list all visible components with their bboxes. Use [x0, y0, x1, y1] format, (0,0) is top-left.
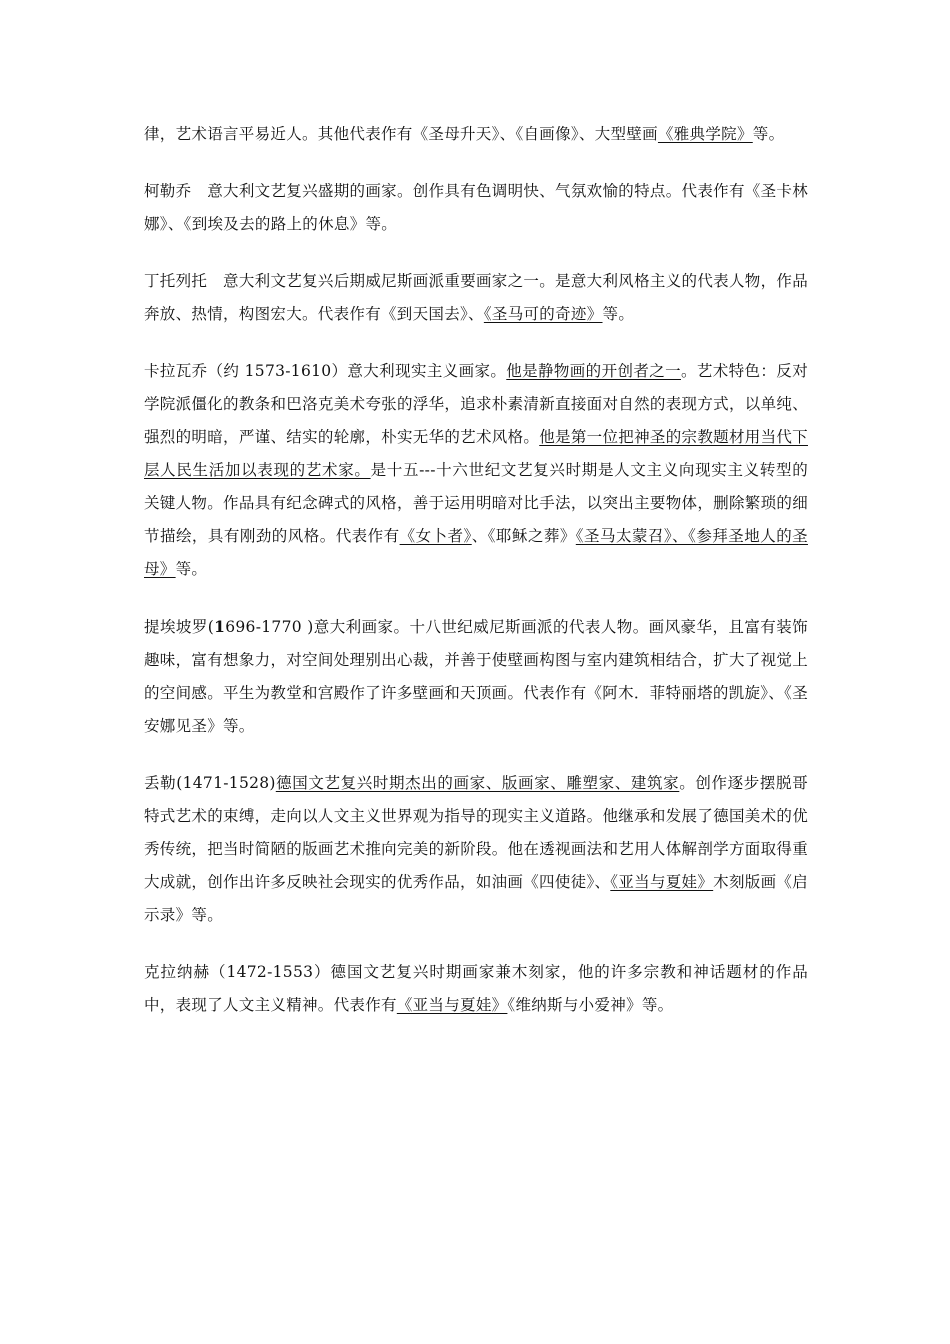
underlined-text: 《亚当与夏娃》 — [396, 996, 508, 1014]
paragraph-correggio — [144, 175, 808, 241]
text-run: 是十五---十六世纪文艺复兴时期是人文主义向现实主义转型的关键人物。作品具有纪念碑式的风格，善于运用明暗对比手法，以突出主要物体，删除繁琐的细节描绘，具有刚劲的风格。代表作有 — [144, 461, 809, 545]
paragraph-cranach — [144, 956, 808, 1022]
text-run: 克拉纳赫（1472-1553）德国文艺复兴时期画家兼木刻家，他的许多宗教和神话题材的作品中，表现了人文主义精神。代表作有 — [144, 963, 808, 1014]
underlined-text: 《圣马太蒙召》、《参拜圣地人的圣母》 — [144, 527, 808, 578]
text-run: 卡拉瓦乔（约 1573-1610）意大利现实主义画家。 — [144, 362, 507, 380]
text-run: 等。 — [602, 305, 635, 323]
text-run: 等。 — [175, 560, 208, 578]
text-run: 丁托列托 意大利文艺复兴后期威尼斯画派重要画家之一。是意大利风格主义的代表人物，作品奔放、热情，构图宏大。代表作有《到天国去》、 — [144, 272, 808, 323]
underlined-text: 他是第一位把神圣的宗教题材用当代下层人民生活加以表现的艺术家。 — [144, 428, 808, 479]
text-run: 律，艺术语言平易近人。其他代表作有《圣母升天》、《自画像》、大型壁画 — [144, 125, 658, 143]
underlined-text: 《亚当与夏娃》 — [610, 873, 714, 891]
text-run: 木刻版画《启示录》等。 — [144, 873, 808, 924]
underlined-text: 《雅典学院》 — [657, 125, 753, 143]
underlined-text: 《女卜者》 — [399, 527, 472, 545]
text-run: 提埃坡罗( — [144, 618, 215, 636]
text-run: 、《耶稣之葬》 — [471, 527, 576, 545]
text-run: 1 — [214, 617, 226, 636]
text-run: 《维纳斯与小爱神》等。 — [507, 996, 674, 1014]
text-run: 丢勒(1471-1528) — [144, 774, 276, 792]
underlined-text: 《圣马可的奇迹》 — [483, 305, 603, 323]
underlined-text: 他是静物画的开创者之一 — [506, 362, 681, 380]
text-run: 696-1770 )意大利画家。十八世纪威尼斯画派的代表人物。画风豪华，且富有装饰趣味，富有想象力，对空间处理别出心裁，并善于使壁画构图与室内建筑相结合，扩大了视觉上的空间感。平生为教堂和宫殿作了许多壁画和天顶画。代表作有《阿木．菲特丽塔的凯旋》、《圣安娜见圣》等。 — [144, 618, 808, 735]
paragraph-raphael-tail — [144, 118, 808, 151]
paragraph-durer — [144, 767, 808, 932]
text-run: 。艺术特色：反对学院派僵化的教条和巴洛克美术夸张的浮华，追求朴素清新直接面对自然的表现方式，以单纯、强烈的明暗，严谨、结实的轮廓，朴实无华的艺术风格。 — [144, 362, 808, 446]
text-run: 柯勒乔 意大利文艺复兴盛期的画家。创作具有色调明快、气氛欢愉的特点。代表作有《圣卡林娜》、《到埃及去的路上的休息》等。 — [144, 182, 808, 233]
document-body — [144, 118, 808, 1046]
paragraph-caravaggio — [144, 355, 808, 586]
text-run: 。创作逐步摆脱哥特式艺术的束缚，走向以人文主义世界观为指导的现实主义道路。他继承和发展了德国美术的优秀传统，把当时简陋的版画艺术推向完美的新阶段。他在透视画法和艺用人体解剖学方面取得重大成就，创作出许多反映社会现实的优秀作品，如油画《四使徒》、 — [144, 774, 808, 891]
paragraph-tintoretto — [144, 265, 808, 331]
underlined-text: 德国文艺复兴时期杰出的画家、版画家、雕塑家、建筑家 — [275, 774, 680, 792]
paragraph-tiepolo — [144, 610, 808, 743]
text-run: 等。 — [752, 125, 785, 143]
